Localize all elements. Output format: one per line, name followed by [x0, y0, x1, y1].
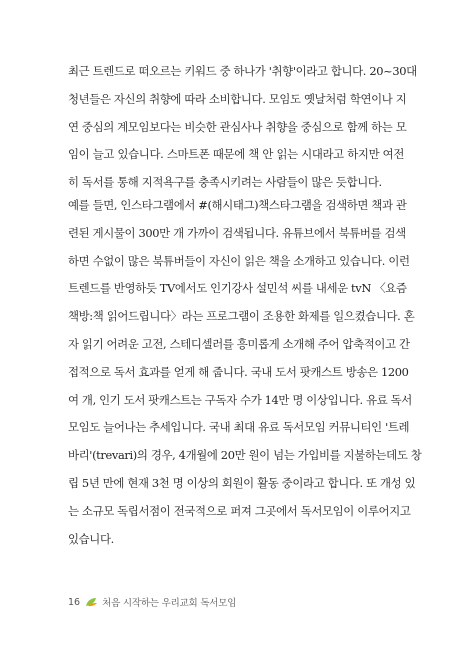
text-line: 임이 늘고 있습니다. 스마트폰 때문에 책 안 읽는 시대라고 하지만 여전 — [68, 147, 404, 162]
text-line: 청년들은 자신의 취향에 따라 소비합니다. 모임도 옛날처럼 학연이나 지 — [68, 91, 407, 106]
text-line: 립 5년 만에 현재 3천 명 이상의 회원이 활동 중이라고 합니다. 또 개성 있 — [68, 475, 416, 490]
text-line: 자 읽기 어려운 고전, 스테디셀러를 흥미롭게 소개해 주어 압축적이고 간 — [68, 336, 410, 351]
running-title: 처음 시작하는 우리교회 독서모임 — [102, 598, 237, 609]
text-line: 하면 수없이 많은 북튜버들이 자신이 읽은 책을 소개하고 있습니다. 이런 — [68, 253, 410, 268]
text-line: 최근 트렌드로 떠오르는 키워드 중 하나가 '취향'이라고 합니다. 20~30대 — [68, 64, 417, 78]
text-line: 모임도 늘어나는 추세입니다. 국내 최대 유료 독서모임 커뮤니티인 '트레 — [68, 420, 410, 435]
page-footer — [68, 594, 236, 610]
text-line: 련된 게시물이 300만 개 가까이 검색됩니다. 유튜브에서 북튜버를 검색 — [68, 225, 406, 240]
text-line: 책방:책 읽어드립니다〉라는 프로그램이 조용한 화제를 일으켰습니다. 혼 — [68, 309, 415, 324]
leaf-icon — [85, 597, 98, 607]
paragraph-1 — [68, 58, 417, 197]
text-line: 연 중심의 계모임보다는 비슷한 관심사나 취향을 중심으로 함께 하는 모 — [68, 119, 407, 134]
text-line: 히 독서를 통해 지적욕구를 충족시키려는 사람들이 많은 듯합니다. — [68, 175, 382, 190]
text-line: 는 소규모 독립서점이 전국적으로 퍼져 그곳에서 독서모임이 이루어지고 — [68, 503, 411, 518]
text-line: 여 개, 인기 도서 팟캐스트는 구독자 수가 14만 명 이상입니다. 유료 독서 — [68, 392, 412, 407]
page-number: 16 — [68, 596, 81, 608]
text-line: 트렌드를 반영하듯 TV에서도 인기강사 설민석 씨를 내세운 tvN 〈요즘 — [68, 281, 407, 296]
text-line: 예를 들면, 인스타그램에서 #(해시태그)책스타그램을 검색하면 책과 관 — [68, 198, 407, 212]
text-line: 바리'(trevari)의 경우, 4개월에 20만 원이 넘는 가입비를 지불하는데도 창 — [68, 448, 422, 463]
text-line: 있습니다. — [68, 531, 114, 546]
text-line: 접적으로 독서 효과를 얻게 해 줍니다. 국내 도서 팟캐스트 방송은 1200 — [68, 364, 409, 379]
paragraph-2 — [68, 192, 422, 553]
